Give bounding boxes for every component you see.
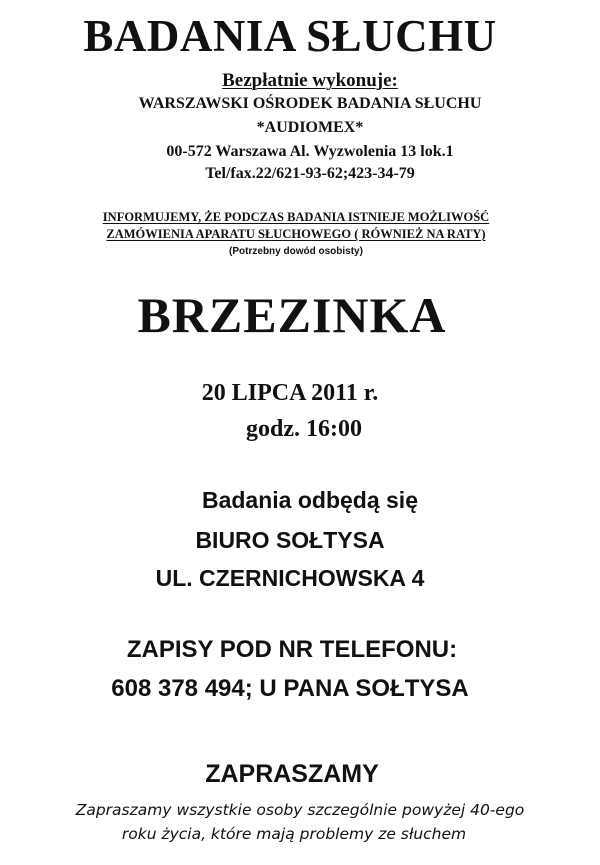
invitation-note-line-1: Zapraszamy wszystkie osoby szczególnie powyżej 40-ego <box>75 801 525 819</box>
info-line-2: ZAMÓWIENIA APARATU SŁUCHOWEGO ( RÓWNIEŻ NA RATY) <box>106 227 486 241</box>
info-line-1: INFORMUJEMY, ŻE PODCZAS BADANIA ISTNIEJE MOŻLIWOŚĆ <box>102 210 490 224</box>
free-service-label: Bezpłatnie wykonuje: <box>222 70 398 91</box>
organization-name: WARSZAWSKI OŚRODEK BADANIA SŁUCHU <box>138 95 482 112</box>
signup-heading: ZAPISY POD NR TELEFONU: <box>126 636 458 663</box>
venue-place: BIURO SOŁTYSA <box>195 527 385 553</box>
organization-brand: *AUDIOMEX* <box>256 119 364 136</box>
id-document-note: (Potrzebny dowód osobisty) <box>229 246 363 257</box>
organization-address: 00-572 Warszawa Al. Wyzwolenia 13 lok.1 <box>166 143 454 160</box>
town-name: BRZEZINKA <box>137 287 447 343</box>
venue-street: UL. CZERNICHOWSKA 4 <box>155 565 425 591</box>
invitation-note-line-2: roku życia, które mają problemy ze słuchem <box>121 825 467 843</box>
organization-phone: Tel/fax.22/621-93-62;423-34-79 <box>205 165 415 182</box>
venue-intro: Badania odbędą się <box>201 487 418 513</box>
invitation-heading: ZAPRASZAMY <box>205 760 379 788</box>
event-time: godz. 16:00 <box>246 416 362 442</box>
poster-title: BADANIA SŁUCHU <box>83 11 497 61</box>
event-date: 20 LIPCA 2011 r. <box>201 380 379 406</box>
signup-phone: 608 378 494; U PANA SOŁTYSA <box>111 675 469 702</box>
